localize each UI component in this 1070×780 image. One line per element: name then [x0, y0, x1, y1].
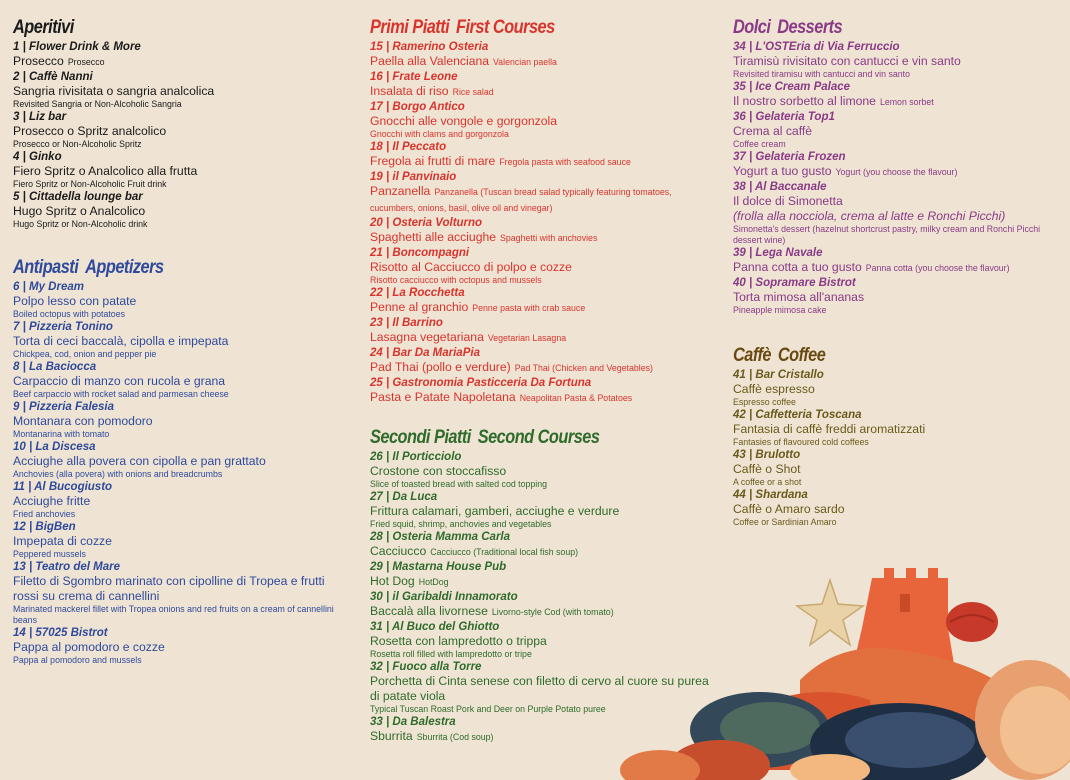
section-title-it: Caffè [733, 345, 771, 366]
section-title [370, 426, 662, 450]
venue-name: 14 | 57025 Bistrot [13, 627, 108, 639]
menu-item [370, 140, 710, 170]
dish-name [370, 260, 710, 275]
venue-name: 37 | Gelateria Frozen [733, 151, 846, 163]
dish-name [13, 454, 343, 469]
menu-item [370, 100, 710, 140]
venue-name: 9 | Pizzeria Falesia [13, 401, 115, 413]
dish-translation: Valencian paella [493, 57, 557, 67]
dish-name [13, 334, 343, 349]
dish-translation: Montanarina with tomato [13, 429, 110, 439]
menu-item [13, 440, 343, 480]
dish-italian: Carpaccio di manzo con rucola e grana [13, 374, 226, 388]
dish-name [13, 374, 343, 389]
dish-name [370, 114, 710, 129]
section-title-it: Antipasti [13, 257, 79, 278]
venue-name: 10 | La Discesa [13, 441, 96, 453]
dish-translation: Cacciucco (Traditional local fish soup) [430, 547, 579, 557]
dish-translation: Fantasies of flavoured cold coffees [733, 437, 869, 447]
venue-name: 1 | Flower Drink & More [13, 41, 141, 53]
menu-item [13, 360, 343, 400]
dish-name [733, 54, 1063, 69]
venue-name: 27 | Da Luca [370, 491, 438, 503]
dish-translation: Simonetta's dessert (hazelnut shortcrust pastry, milky cream and Ronchi Picchi dessert wine) [733, 224, 1041, 245]
dish-translation: Anchovies (alla povera) with onions and breadcrumbs [13, 469, 223, 479]
dish-name [733, 260, 1063, 276]
dish-translation: Gnocchi with clams and gorgonzola [370, 129, 509, 139]
venue-name: 39 | Lega Navale [733, 247, 823, 259]
dish-translation: Risotto cacciucco with octopus and mussels [370, 275, 542, 285]
menu-item [370, 346, 710, 376]
venue-name: 22 | La Rocchetta [370, 287, 465, 299]
menu-item [13, 400, 343, 440]
venue-name: 21 | Boncompagni [370, 247, 470, 259]
venue-name: 18 | Il Peccato [370, 141, 447, 153]
menu-item [13, 320, 343, 360]
venue-name: 16 | Frate Leone [370, 71, 458, 83]
dish-italian: Filetto di Sgombro marinato con cipolline di Tropea e frutti rossi su crema di cannellini [13, 574, 325, 603]
section-antipasti [13, 256, 343, 666]
dish-translation: Prosecco [67, 57, 105, 67]
menu-item [13, 150, 343, 190]
dish-italian: Prosecco o Spritz analcolico [13, 124, 167, 138]
dish-italian: Torta mimosa all'ananas [733, 290, 865, 304]
menu-item [733, 368, 1063, 408]
venue-name: 11 | Al Bucogiusto [13, 481, 113, 493]
venue-name: 7 | Pizzeria Tonino [13, 321, 113, 333]
venue-name: 31 | Al Buco del Ghiotto [370, 621, 500, 633]
dish-translation: Neapolitan Pasta & Potatoes [519, 393, 633, 403]
dish-translation: Rosetta roll filled with lampredotto or tripe [370, 649, 532, 659]
dish-name [13, 124, 343, 139]
dish-italian: Acciughe alla povera con cipolla e pan grattato [13, 454, 266, 468]
dish-italian: Sburrita [370, 729, 413, 743]
dish-italian: Panna cotta a tuo gusto [733, 260, 862, 274]
dish-translation: Rice salad [452, 87, 494, 97]
dish-italian: Sangria rivisitata o sangria analcolica [13, 84, 215, 98]
menu-item [733, 110, 1063, 150]
dish-name [13, 414, 343, 429]
venue-name: 35 | Ice Cream Palace [733, 81, 851, 93]
dish-translation: Vegetarian Lasagna [487, 333, 567, 343]
dish-name [733, 382, 1063, 397]
venue-name: 2 | Caffè Nanni [13, 71, 93, 83]
menu-item [370, 530, 710, 560]
menu-item [13, 40, 343, 70]
dish-name [13, 164, 343, 179]
menu-item [733, 488, 1063, 528]
venue-name: 19 | il Panvinaio [370, 171, 457, 183]
dish-translation: Pineapple mimosa cake [733, 305, 827, 315]
section-title-it: Aperitivi [13, 17, 74, 38]
dish-name [733, 164, 1063, 180]
dish-name [13, 54, 343, 70]
dish-name [733, 194, 1063, 209]
dish-name [13, 640, 343, 655]
dish-name [370, 54, 710, 70]
dish-italian: Acciughe fritte [13, 494, 91, 508]
section-title-en: Coffee [777, 345, 826, 366]
section-title [13, 256, 297, 280]
venue-name: 6 | My Dream [13, 281, 84, 293]
dish-name [370, 184, 710, 216]
dish-italian: Fregola ai frutti di mare [370, 154, 496, 168]
menu-item [370, 490, 710, 530]
venue-name: 43 | Brulotto [733, 449, 801, 461]
dish-translation: Chickpea, cod, onion and pepper pie [13, 349, 157, 359]
menu-item [733, 408, 1063, 448]
menu-item [13, 280, 343, 320]
section-title-it: Dolci [733, 17, 771, 38]
dish-italian: Hugo Spritz o Analcolico [13, 204, 146, 218]
seaside-illustration [600, 560, 1070, 780]
venue-name: 41 | Bar Cristallo [733, 369, 824, 381]
dish-italian: Baccalà alla livornese [370, 604, 488, 618]
dish-italian: Fiero Spritz o Analcolico alla frutta [13, 164, 198, 178]
venue-name: 44 | Shardana [733, 489, 808, 501]
venue-name: 40 | Sopramare Bistrot [733, 277, 856, 289]
dish-name [13, 494, 343, 509]
dish-italian: Panzanella [370, 184, 431, 198]
dish-italian: Caffè o Shot [733, 462, 801, 476]
menu-item [370, 40, 710, 70]
menu-item [370, 450, 710, 490]
dish-translation: Panna cotta (you choose the flavour) [865, 263, 1010, 273]
dish-italian: Frittura calamari, gamberi, acciughe e verdure [370, 504, 620, 518]
dish-name [370, 504, 710, 519]
dish-translation: Pappa al pomodoro and mussels [13, 655, 142, 665]
dish-translation: Typical Tuscan Roast Pork and Deer on Purple Potato puree [370, 704, 606, 714]
dish-translation: Peppered mussels [13, 549, 86, 559]
menu-item [370, 216, 710, 246]
dish-translation: Revisited Sangria or Non-Alcoholic Sangria [13, 99, 182, 109]
venue-name: 15 | Ramerino Osteria [370, 41, 489, 53]
dish-name [733, 462, 1063, 477]
dish-translation: Panzanella (Tuscan bread salad typically featuring tomatoes, cucumbers, onions, basil, olive oil and vinegar) [370, 187, 672, 213]
dish-translation: Livorno-style Cod (with tomato) [491, 607, 614, 617]
dish-italian: Pasta e Patate Napoletana [370, 390, 516, 404]
dish-italian: Tiramisù rivisitato con cantucci e vin santo [733, 54, 961, 68]
menu-item [733, 150, 1063, 180]
dish-italian: Crema al caffè [733, 124, 813, 138]
menu-item [370, 316, 710, 346]
dish-name [13, 204, 343, 219]
dish-italian: Cacciucco [370, 544, 427, 558]
venue-name: 34 | L'OSTEria di Via Ferruccio [733, 41, 900, 53]
dish-translation: Marinated mackerel fillet with Tropea onions and red fruits on a cream of cannellini beans [13, 604, 334, 625]
dish-name [733, 94, 1063, 110]
dish-translation: Sburrita (Cod soup) [416, 732, 494, 742]
dish-name [13, 84, 343, 99]
dish-translation: Yogurt (you choose the flavour) [835, 167, 958, 177]
dish-translation: Pad Thai (Chicken and Vegetables) [514, 363, 653, 373]
section-title-en: Appetizers [85, 257, 164, 278]
venue-name: 5 | Cittadella lounge bar [13, 191, 143, 203]
menu-item [13, 70, 343, 110]
venue-name: 42 | Caffetteria Toscana [733, 409, 862, 421]
section-title [370, 16, 662, 40]
dish-name [733, 502, 1063, 517]
dish-name [370, 544, 710, 560]
venue-name: 32 | Fuoco alla Torre [370, 661, 482, 673]
menu-item [733, 40, 1063, 80]
dish-translation: Fried anchovies [13, 509, 76, 519]
dish-italian: Yogurt a tuo gusto [733, 164, 832, 178]
dish-italian: Impepata di cozze [13, 534, 112, 548]
dish-translation: A coffee or a shot [733, 477, 802, 487]
dish-name [370, 84, 710, 100]
dish-name [370, 300, 710, 316]
venue-name: 33 | Da Balestra [370, 716, 456, 728]
dish-translation: Revisited tiramisu with cantucci and vin santo [733, 69, 910, 79]
venue-name: 12 | BigBen [13, 521, 76, 533]
venue-name: 28 | Osteria Mamma Carla [370, 531, 511, 543]
menu-item [370, 246, 710, 286]
menu-item [13, 110, 343, 150]
dish-name [733, 124, 1063, 139]
dish-italian: Pad Thai (pollo e verdure) [370, 360, 511, 374]
dish-italian: Lasagna vegetariana [370, 330, 484, 344]
dish-detail: (frolla alla nocciola, crema al latte e Ronchi Picchi) [733, 209, 1006, 223]
dish-name [370, 360, 710, 376]
dish-italian: Caffè espresso [733, 382, 815, 396]
dish-italian: Polpo lesso con patate [13, 294, 137, 308]
menu-item [733, 276, 1063, 316]
dish-translation: Coffee or Sardinian Amaro [733, 517, 837, 527]
dish-italian: Pappa al pomodoro e cozze [13, 640, 165, 654]
dish-name [13, 534, 343, 549]
venue-name: 30 | il Garibaldi Innamorato [370, 591, 518, 603]
dish-name [370, 330, 710, 346]
dish-italian: Rosetta con lampredotto o trippa [370, 634, 547, 648]
dish-name [13, 574, 343, 604]
dish-translation: Espresso coffee [733, 397, 796, 407]
venue-name: 26 | Il Porticciolo [370, 451, 462, 463]
dish-translation: Fried squid, shrimp, anchovies and vegetables [370, 519, 552, 529]
dish-translation: HotDog [418, 577, 449, 587]
venue-name: 8 | La Baciocca [13, 361, 97, 373]
menu-item [370, 170, 710, 216]
section-primi [370, 16, 710, 406]
dish-italian: Spaghetti alle acciughe [370, 230, 497, 244]
dish-italian: Penne al granchio [370, 300, 469, 314]
dish-name [733, 290, 1063, 305]
dish-translation: Slice of toasted bread with salted cod topping [370, 479, 548, 489]
menu-item [370, 286, 710, 316]
section-title-en: Second Courses [477, 427, 600, 448]
venue-name: 24 | Bar Da MariaPia [370, 347, 480, 359]
dish-italian: Montanara con pomodoro [13, 414, 153, 428]
menu-item [13, 520, 343, 560]
dish-translation: Boiled octopus with potatoes [13, 309, 125, 319]
dish-name [13, 294, 343, 309]
dish-translation: Fregola pasta with seafood sauce [499, 157, 631, 167]
section-title-it: Primi Piatti [370, 17, 450, 38]
dish-translation: Beef carpaccio with rocket salad and parmesan cheese [13, 389, 229, 399]
dish-italian: Risotto al Cacciucco di polpo e cozze [370, 260, 572, 274]
dish-italian: Prosecco [13, 54, 64, 68]
menu-item [370, 376, 710, 406]
dish-name [370, 230, 710, 246]
dish-italian: Il nostro sorbetto al limone [733, 94, 876, 108]
dish-translation: Prosecco or Non-Alcoholic Spritz [13, 139, 142, 149]
dish-italian: Crostone con stoccafisso [370, 464, 507, 478]
section-title [13, 16, 297, 40]
venue-name: 36 | Gelateria Top1 [733, 111, 835, 123]
venue-name: 4 | Ginko [13, 151, 62, 163]
dish-name [370, 464, 710, 479]
menu-item [13, 626, 343, 666]
venue-name: 25 | Gastronomia Pasticceria Da Fortuna [370, 377, 592, 389]
venue-name: 38 | Al Baccanale [733, 181, 827, 193]
venue-name: 29 | Mastarna House Pub [370, 561, 507, 573]
dish-italian: Hot Dog [370, 574, 415, 588]
dish-name [370, 390, 710, 406]
dish-italian: Paella alla Valenciana [370, 54, 490, 68]
dish-translation: Coffee cream [733, 139, 786, 149]
dish-translation: Penne pasta with crab sauce [472, 303, 586, 313]
dish-italian: Insalata di riso [370, 84, 449, 98]
venue-name: 13 | Teatro del Mare [13, 561, 120, 573]
dish-name [733, 422, 1063, 437]
section-aperitivi [13, 16, 343, 230]
menu-item [733, 80, 1063, 110]
dish-translation: Hugo Spritz or Non-Alcoholic drink [13, 219, 148, 229]
dish-italian: Porchetta di Cinta senese con filetto di cervo al cuore su purea di patate viola [370, 674, 709, 703]
section-title [733, 344, 1017, 368]
section-dolci [733, 16, 1063, 316]
dish-italian: Gnocchi alle vongole e gorgonzola [370, 114, 558, 128]
menu-item [370, 70, 710, 100]
menu-item [13, 560, 343, 626]
menu-item [733, 180, 1063, 246]
menu-item [13, 480, 343, 520]
dish-italian: Fantasia di caffè freddi aromatizzati [733, 422, 926, 436]
section-caffe [733, 344, 1063, 528]
section-title-en: Desserts [777, 17, 843, 38]
venue-name: 17 | Borgo Antico [370, 101, 465, 113]
dish-name [370, 154, 710, 170]
section-title-en: First Courses [456, 17, 555, 38]
venue-name: 3 | Liz bar [13, 111, 67, 123]
section-title-it: Secondi Piatti [370, 427, 471, 448]
menu-item [733, 246, 1063, 276]
menu-item [13, 190, 343, 230]
dish-italian: Il dolce di Simonetta [733, 194, 843, 208]
dish-italian: Torta di ceci baccalà, cipolla e impepata [13, 334, 229, 348]
dish-translation: Lemon sorbet [879, 97, 934, 107]
venue-name: 20 | Osteria Volturno [370, 217, 483, 229]
dish-translation: Fiero Spritz or Non-Alcoholic Fruit drink [13, 179, 167, 189]
venue-name: 23 | Il Barrino [370, 317, 443, 329]
dish-italian: Caffè o Amaro sardo [733, 502, 845, 516]
menu-item [733, 448, 1063, 488]
section-title [733, 16, 1017, 40]
dish-translation: Spaghetti with anchovies [500, 233, 598, 243]
